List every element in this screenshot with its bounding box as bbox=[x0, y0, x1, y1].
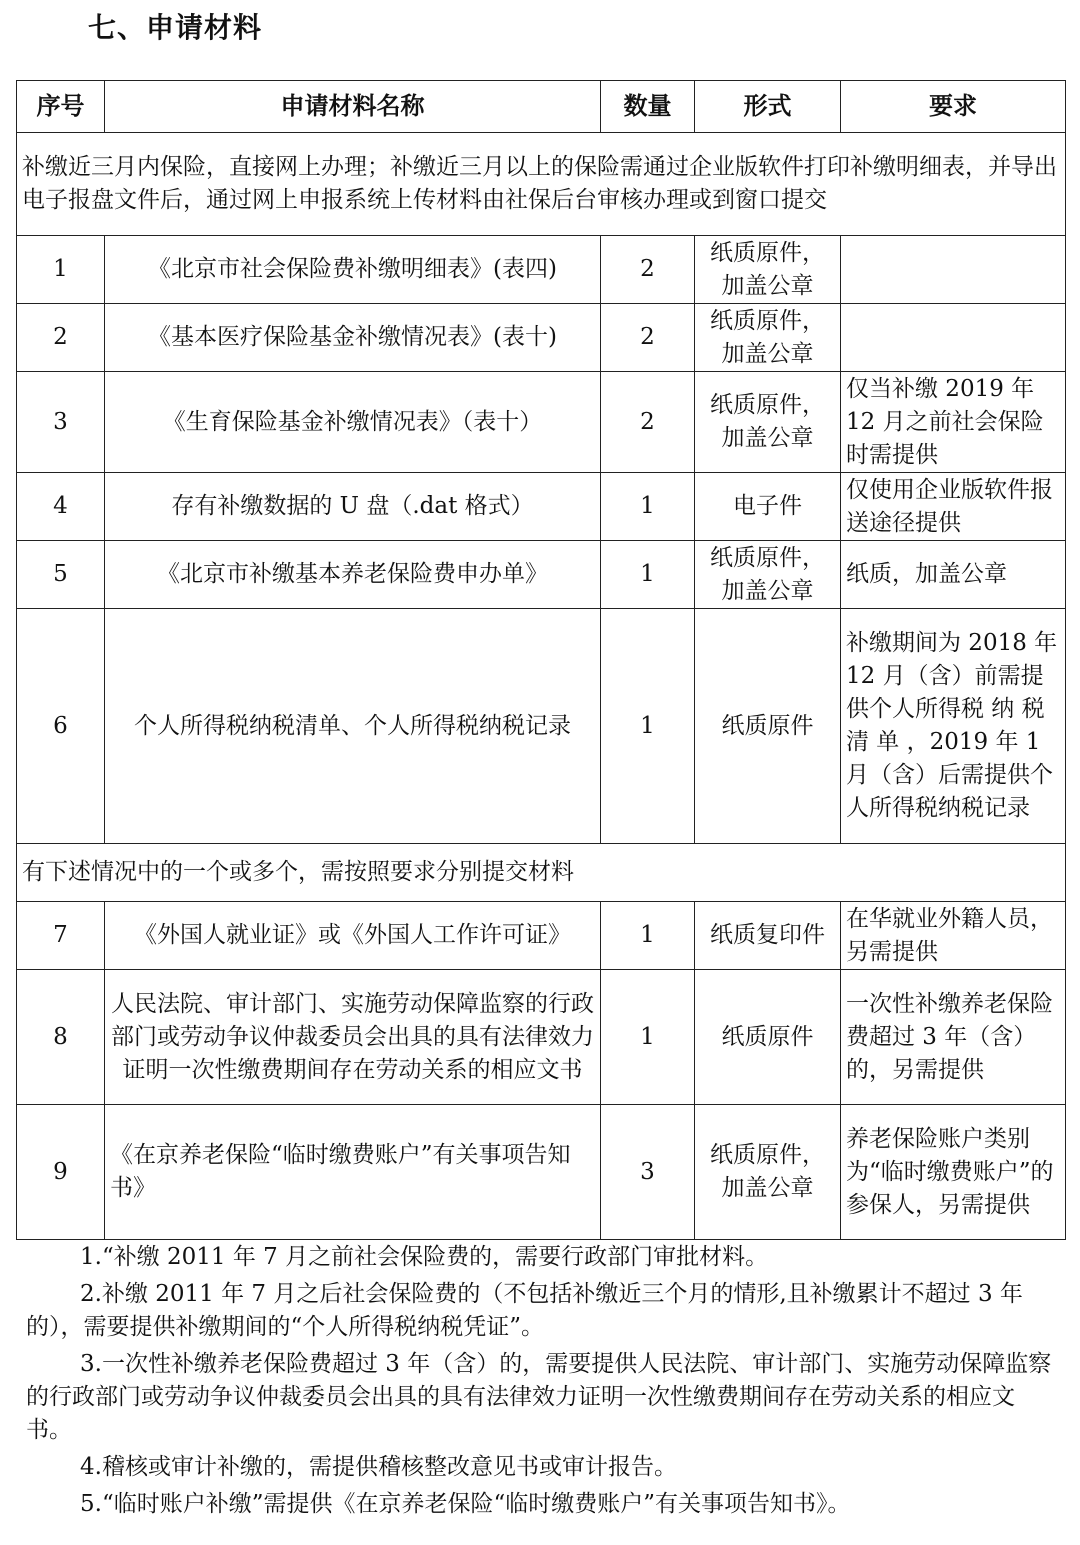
cell-name: 《北京市社会保险费补缴明细表》(表四) bbox=[105, 236, 601, 304]
cell-name: 《外国人就业证》或《外国人工作许可证》 bbox=[105, 902, 601, 970]
note-5: 5.“临时账户补缴”需提供《在京养老保险“临时缴费账户”有关事项告知书》。 bbox=[80, 1491, 851, 1517]
cell-qty: 3 bbox=[601, 1105, 695, 1240]
cell-no: 1 bbox=[17, 236, 105, 304]
cell-requirement: 仅当补缴 2019 年 12 月之前社会保险时需提供 bbox=[841, 372, 1066, 473]
cell-no: 3 bbox=[17, 372, 105, 473]
cell-name: 《生育保险基金补缴情况表》（表十） bbox=[105, 372, 601, 473]
cell-no: 4 bbox=[17, 473, 105, 541]
cell-qty: 2 bbox=[601, 236, 695, 304]
table-row bbox=[17, 902, 1066, 970]
table-row bbox=[17, 372, 1066, 473]
cell-qty: 2 bbox=[601, 372, 695, 473]
table-row bbox=[17, 970, 1066, 1105]
note-1: 1.“补缴 2011 年 7 月之前社会保险费的，需要行政部门审批材料。 bbox=[80, 1244, 769, 1270]
cell-form: 纸质原件 bbox=[695, 970, 841, 1105]
cell-requirement bbox=[841, 236, 1066, 304]
cell-requirement: 养老保险账户类别为“临时缴费账户”的参保人，另需提供 bbox=[841, 1105, 1066, 1240]
cell-no: 2 bbox=[17, 304, 105, 372]
cell-form: 纸质原件，加盖公章 bbox=[695, 304, 841, 372]
group-note-conditions: 有下述情况中的一个或多个，需按照要求分别提交材料 bbox=[17, 844, 1066, 902]
cell-requirement: 在华就业外籍人员，另需提供 bbox=[841, 902, 1066, 970]
note-2: 2.补缴 2011 年 7 月之后社会保险费的（不包括补缴近三个月的情形,且补缴累计不超过 3 年的），需要提供补缴期间的“个人所得税纳税凭证”。 bbox=[26, 1281, 1023, 1340]
cell-no: 7 bbox=[17, 902, 105, 970]
cell-qty: 2 bbox=[601, 304, 695, 372]
cell-name: 《基本医疗保险基金补缴情况表》(表十) bbox=[105, 304, 601, 372]
cell-form: 纸质原件，加盖公章 bbox=[695, 236, 841, 304]
cell-name: 存有补缴数据的 U 盘（.dat 格式） bbox=[105, 473, 601, 541]
note-3: 3.一次性补缴养老保险费超过 3 年（含）的，需要提供人民法院、审计部门、实施劳动保障监察的行政部门或劳动争议仲裁委员会出具的具有法律效力证明一次性缴费期间存在劳动关系的相应文书。 bbox=[26, 1351, 1052, 1443]
header-form: 形式 bbox=[695, 81, 841, 133]
group-note-online: 补缴近三月内保险，直接网上办理；补缴近三月以上的保险需通过企业版软件打印补缴明细表，并导出电子报盘文件后，通过网上申报系统上传材料由社保后台审核办理或到窗口提交 bbox=[17, 133, 1066, 236]
cell-form: 纸质原件，加盖公章 bbox=[695, 541, 841, 609]
cell-qty: 1 bbox=[601, 541, 695, 609]
table-row bbox=[17, 236, 1066, 304]
cell-form: 电子件 bbox=[695, 473, 841, 541]
cell-qty: 1 bbox=[601, 473, 695, 541]
table-row bbox=[17, 541, 1066, 609]
header-requirement: 要求 bbox=[841, 81, 1066, 133]
note-4: 4.稽核或审计补缴的，需提供稽核整改意见书或审计报告。 bbox=[80, 1454, 677, 1480]
table-row bbox=[17, 609, 1066, 844]
cell-name: 人民法院、审计部门、实施劳动保障监察的行政部门或劳动争议仲裁委员会出具的具有法律效力证明一次性缴费期间存在劳动关系的相应文书 bbox=[105, 970, 601, 1105]
header-no: 序号 bbox=[17, 81, 105, 133]
cell-form: 纸质原件 bbox=[695, 609, 841, 844]
cell-name: 《北京市补缴基本养老保险费申办单》 bbox=[105, 541, 601, 609]
materials-table bbox=[16, 80, 1066, 1240]
cell-name: 《在京养老保险“临时缴费账户”有关事项告知书》 bbox=[105, 1105, 601, 1240]
cell-form: 纸质原件，加盖公章 bbox=[695, 1105, 841, 1240]
cell-requirement: 一次性补缴养老保险费超过 3 年（含）的，另需提供 bbox=[841, 970, 1066, 1105]
table-row bbox=[17, 304, 1066, 372]
cell-form: 纸质复印件 bbox=[695, 902, 841, 970]
cell-requirement: 仅使用企业版软件报送途径提供 bbox=[841, 473, 1066, 541]
cell-name: 个人所得税纳税清单、个人所得税纳税记录 bbox=[105, 609, 601, 844]
cell-form: 纸质原件，加盖公章 bbox=[695, 372, 841, 473]
table-row bbox=[17, 473, 1066, 541]
cell-requirement: 补缴期间为 2018 年 12 月（含）前需提供个人所得税 纳 税 清 单 ，2019 年 1 月（含）后需提供个人所得税纳税记录 bbox=[841, 609, 1066, 844]
cell-no: 5 bbox=[17, 541, 105, 609]
notes-section bbox=[26, 1241, 1060, 1525]
group-row-online bbox=[17, 133, 1066, 236]
header-qty: 数量 bbox=[601, 81, 695, 133]
cell-qty: 1 bbox=[601, 902, 695, 970]
cell-no: 6 bbox=[17, 609, 105, 844]
header-name: 申请材料名称 bbox=[105, 81, 601, 133]
section-title: 七、申请材料 bbox=[88, 11, 263, 44]
group-row-conditions bbox=[17, 844, 1066, 902]
table-row bbox=[17, 1105, 1066, 1240]
cell-no: 8 bbox=[17, 970, 105, 1105]
cell-qty: 1 bbox=[601, 609, 695, 844]
cell-qty: 1 bbox=[601, 970, 695, 1105]
cell-requirement bbox=[841, 304, 1066, 372]
cell-no: 9 bbox=[17, 1105, 105, 1240]
table-header-row bbox=[17, 81, 1066, 133]
cell-requirement: 纸质，加盖公章 bbox=[841, 541, 1066, 609]
